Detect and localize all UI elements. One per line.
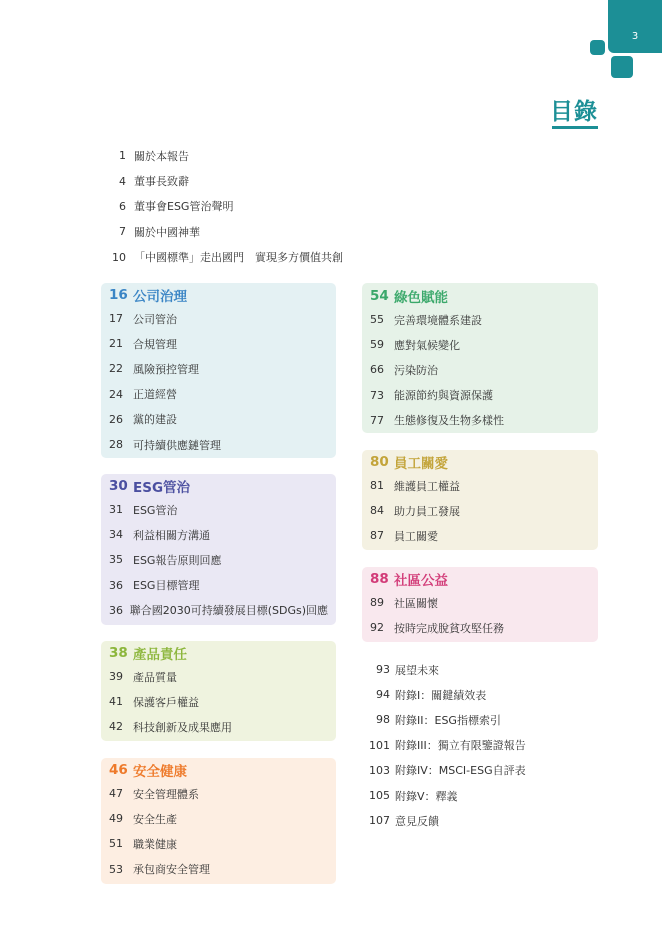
toc-page-number: 36 [109, 578, 123, 592]
section-header[interactable] [370, 568, 590, 590]
closing-list [368, 657, 598, 833]
toc-label: 附錄I：關鍵績效表 [395, 688, 487, 702]
section-page-number: 16 [109, 287, 128, 303]
toc-page-number: 36 [109, 603, 123, 617]
toc-entry[interactable] [109, 806, 328, 831]
toc-page-number: 59 [370, 338, 384, 352]
toc-label: 社區關懷 [394, 596, 438, 610]
toc-page-number: 55 [370, 313, 384, 327]
section-safety [101, 758, 336, 884]
toc-entry[interactable] [109, 831, 328, 856]
toc-label: 附錄II：ESG指標索引 [395, 713, 501, 727]
section-esg [101, 474, 336, 625]
section-header[interactable] [109, 642, 328, 664]
section-employee [362, 450, 598, 550]
toc-entry[interactable] [109, 356, 328, 381]
toc-label: 助力員工發展 [394, 504, 460, 518]
toc-label: 承包商安全管理 [133, 863, 210, 877]
section-page-number: 46 [109, 762, 128, 778]
toc-label: 產品質量 [133, 670, 177, 684]
section-header[interactable] [370, 451, 590, 473]
toc-label: 污染防治 [394, 363, 438, 377]
page-title: 目錄 [550, 99, 598, 125]
section-page-number: 38 [109, 645, 128, 661]
toc-entry[interactable] [109, 714, 328, 739]
toc-page-number: 4 [119, 174, 126, 188]
section-header[interactable] [109, 284, 328, 306]
toc-entry[interactable] [370, 615, 590, 640]
toc-page-number: 26 [109, 412, 123, 426]
toc-page-number: 49 [109, 812, 123, 826]
toc-entry[interactable] [368, 682, 598, 707]
intro-list [108, 143, 388, 270]
toc-entry[interactable] [109, 497, 328, 522]
toc-entry[interactable] [108, 143, 388, 168]
toc-page-number: 51 [109, 837, 123, 851]
toc-page-number: 93 [376, 663, 390, 677]
toc-page-number: 35 [109, 553, 123, 567]
toc-entry[interactable] [109, 331, 328, 356]
section-title: 公司治理 [133, 289, 187, 305]
section-community [362, 567, 598, 642]
section-header[interactable] [109, 759, 328, 781]
toc-label: 意見反饋 [395, 814, 439, 828]
toc-entry[interactable] [370, 523, 590, 548]
toc-page-number: 87 [370, 529, 384, 543]
toc-entry[interactable] [109, 664, 328, 689]
toc-label: 附錄IV：MSCI-ESG自評表 [395, 764, 526, 778]
toc-label: 可持續供應鏈管理 [133, 438, 221, 452]
toc-label: 聯合國2030可持續發展目標(SDGs)回應 [129, 604, 328, 618]
toc-label: 黨的建設 [133, 413, 177, 427]
toc-page-number: 42 [109, 720, 123, 734]
toc-entry[interactable] [109, 573, 328, 598]
section-title: 綠色賦能 [394, 290, 448, 306]
toc-label: 員工關愛 [394, 529, 438, 543]
decorative-square-large [611, 56, 633, 78]
toc-page-number: 1 [119, 149, 126, 163]
section-title: 社區公益 [394, 573, 448, 589]
toc-entry[interactable] [109, 857, 328, 882]
toc-label: 「中國標準」走出國門 實現多方價值共創 [134, 251, 343, 265]
toc-entry[interactable] [368, 733, 598, 758]
toc-entry[interactable] [370, 473, 590, 498]
toc-label: ESG管治 [133, 503, 178, 517]
section-title: ESG管治 [133, 480, 191, 496]
toc-label: ESG目標管理 [133, 579, 200, 593]
toc-page-number: 7 [119, 225, 126, 239]
toc-label: 附錄V：釋義 [395, 789, 458, 803]
section-title: 安全健康 [133, 764, 187, 780]
toc-entry[interactable] [368, 657, 598, 682]
toc-page-number: 98 [376, 713, 390, 727]
toc-page-number: 77 [370, 413, 384, 427]
section-page-number: 30 [109, 478, 128, 494]
toc-label: 維護員工權益 [394, 479, 460, 493]
decorative-square-small [590, 40, 605, 55]
section-page-number: 80 [370, 454, 389, 470]
toc-page-number: 21 [109, 337, 123, 351]
toc-page-number: 22 [109, 362, 123, 376]
toc-entry[interactable] [109, 522, 328, 547]
toc-page-number: 53 [109, 862, 123, 876]
toc-label: 完善環境體系建設 [394, 313, 482, 327]
toc-page-number: 39 [109, 670, 123, 684]
toc-page-number: 101 [369, 738, 390, 752]
toc-page-number: 6 [119, 199, 126, 213]
page-number: 3 [631, 31, 639, 42]
toc-entry[interactable] [109, 382, 328, 407]
section-title: 產品責任 [133, 647, 187, 663]
toc-page-number: 81 [370, 479, 384, 493]
toc-entry[interactable] [370, 307, 590, 332]
toc-label: 展望未來 [395, 663, 439, 677]
toc-page-number: 94 [376, 688, 390, 702]
toc-entry[interactable] [109, 781, 328, 806]
toc-label: 合規管理 [133, 337, 177, 351]
toc-page-number: 17 [109, 312, 123, 326]
toc-entry[interactable] [368, 783, 598, 808]
toc-label: 正道經營 [133, 388, 177, 402]
toc-entry[interactable] [108, 194, 388, 219]
toc-page-number: 84 [370, 504, 384, 518]
section-product [101, 641, 336, 741]
toc-label: 附錄III：獨立有限鑒證報告 [395, 739, 526, 753]
toc-page-number: 105 [369, 789, 390, 803]
toc-entry[interactable] [368, 808, 598, 833]
toc-page-number: 66 [370, 363, 384, 377]
toc-entry[interactable] [109, 306, 328, 331]
toc-entry[interactable] [370, 590, 590, 615]
toc-label: 董事會ESG管治聲明 [134, 200, 234, 214]
toc-entry[interactable] [370, 498, 590, 523]
toc-entry[interactable] [370, 383, 590, 408]
toc-label: 應對氣候變化 [394, 338, 460, 352]
section-page-number: 88 [370, 571, 389, 587]
section-header[interactable] [370, 285, 590, 307]
toc-page-number: 107 [369, 814, 390, 828]
toc-page-number: 47 [109, 787, 123, 801]
toc-page-number: 34 [109, 528, 123, 542]
section-page-number: 54 [370, 288, 389, 304]
toc-label: 風險預控管理 [133, 362, 199, 376]
toc-page-number: 31 [109, 503, 123, 517]
toc-page-number: 28 [109, 438, 123, 452]
toc-entry[interactable] [108, 219, 388, 244]
toc-page-number: 73 [370, 388, 384, 402]
toc-label: 安全生產 [133, 812, 177, 826]
toc-entry[interactable] [370, 408, 590, 433]
toc-label: 生態修復及生物多樣性 [394, 414, 504, 428]
title-underline [552, 126, 598, 129]
toc-entry[interactable] [108, 245, 388, 270]
toc-page-number: 92 [370, 621, 384, 635]
toc-page-number: 41 [109, 695, 123, 709]
toc-page-number: 89 [370, 596, 384, 610]
toc-label: 董事長致辭 [134, 175, 189, 189]
toc-label: 安全管理體系 [133, 787, 199, 801]
toc-entry[interactable] [109, 598, 328, 623]
toc-entry[interactable] [109, 547, 328, 572]
toc-entry[interactable] [368, 707, 598, 732]
toc-entry[interactable] [109, 689, 328, 714]
toc-label: 科技創新及成果應用 [133, 720, 232, 734]
toc-label: 按時完成脫貧攻堅任務 [394, 621, 504, 635]
toc-page-number: 10 [112, 250, 126, 264]
toc-label: 利益相關方溝通 [133, 528, 210, 542]
toc-entry[interactable] [368, 758, 598, 783]
toc-entry[interactable] [370, 332, 590, 357]
toc-label: 能源節約與資源保護 [394, 389, 493, 403]
toc-entry[interactable] [108, 168, 388, 193]
toc-entry[interactable] [109, 432, 328, 457]
toc-label: 關於本報告 [134, 149, 189, 163]
toc-entry[interactable] [370, 357, 590, 382]
toc-label: 職業健康 [133, 837, 177, 851]
toc-entry[interactable] [109, 407, 328, 432]
toc-label: ESG報告原則回應 [133, 553, 222, 567]
toc-page-number: 24 [109, 387, 123, 401]
section-title: 員工關愛 [394, 456, 448, 472]
toc-label: 公司管治 [133, 312, 177, 326]
section-header[interactable] [109, 475, 328, 497]
toc-label: 保護客戶權益 [133, 695, 199, 709]
toc-page-number: 103 [369, 763, 390, 777]
section-governance [101, 283, 336, 458]
toc-label: 關於中國神華 [134, 225, 200, 239]
page-number-tab [608, 0, 662, 53]
section-green [362, 283, 598, 433]
